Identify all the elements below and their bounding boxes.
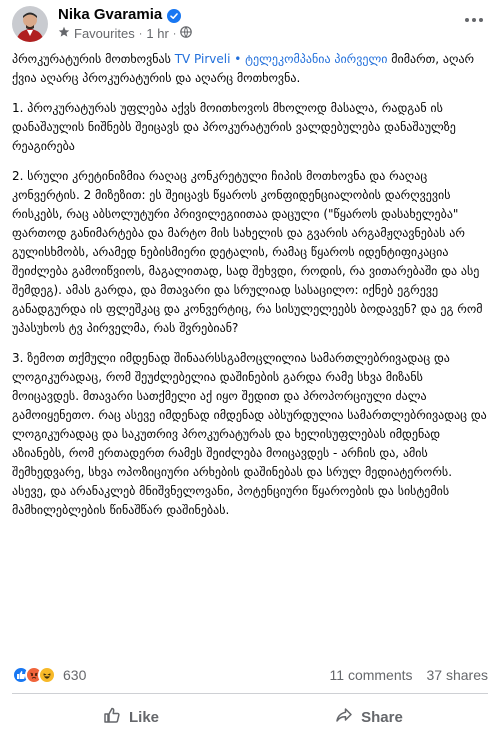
avatar[interactable] <box>12 6 48 42</box>
shares-count[interactable]: 37 shares <box>426 667 488 683</box>
author-name[interactable]: Nika Gvaramia <box>58 6 163 23</box>
post-actions <box>12 698 488 736</box>
reaction-count[interactable]: 630 <box>63 667 87 683</box>
more-options-icon[interactable] <box>460 10 488 30</box>
meta-separator: · <box>172 27 177 40</box>
reactions-row <box>12 664 488 686</box>
divider <box>12 693 488 694</box>
post-text-segment: მიმართ, აღარ ქვია აღარც პროკურატურის და აღარც მოთხოვნა. <box>12 52 475 85</box>
share-label: Share <box>361 708 403 726</box>
page-mention-link[interactable]: TV Pirveli • ტელეკომპანია პირველი <box>174 52 388 66</box>
verified-badge-icon <box>167 8 181 22</box>
reaction-icons[interactable] <box>12 666 51 684</box>
author-line <box>58 6 181 23</box>
post-text-segment: პროკურატურის მოთხოვნას <box>12 52 175 66</box>
post-text-segment: 2. სრული კრეტინიზმია რაღაც კონკრეტული ჩიპის მოთხოვნა და რაღაც კონვერტის. 2 მიზეზით: ეს შეიცავს წყაროს კონფიდენციალობის დარღვევის რისკებს, რაც აბსოლუტური პრივილეგიითაა დაცული ("წყაროს დასახელება" ფართოდ განიმარტება და მარტო მის სახელის და გვარის არგამჟღავნებას არ გულისხმობს, არამედ ნებისმიერი დეტალის, რამაც წყაროს იდენტიფიკაცია შეიძლება გამოიწვიოს, მაგალითად, სად შეხვდი, როდის, რა ვითარებაში და ასე შემდეგ). ამას გარდა, და მთავარი და სრულიად სასაცილო: იქნებ ეგრევე განადგურდა ის ფლეშკაც და კონვერტიც, რა სისულელეებს ბოდავენ? და ეგ რომ უპასუხოს ტვ პირველმა, რას შვრებიან? <box>12 169 483 335</box>
post-meta <box>58 26 192 41</box>
post-paragraph <box>12 50 488 88</box>
audience-label[interactable]: Favourites <box>74 26 135 41</box>
share-button[interactable] <box>250 698 488 736</box>
post-text <box>12 50 488 531</box>
post-paragraph <box>12 167 488 338</box>
share-icon <box>335 706 353 728</box>
globe-icon <box>180 26 192 41</box>
post-header <box>12 4 488 44</box>
comments-count[interactable]: 11 comments <box>329 667 413 683</box>
post-time[interactable]: 1 hr <box>146 26 169 41</box>
post-text-segment: 3. ზემოთ თქმული იმდენად შინაარსსგამოცლილია სამართლებრივადაც და ლოგიკურადაც, რომ შეუძლებელია დაშინების გარდა რამე სხვა მიზანს მოიცავდეს. მთავარი სათქმელი აქ იყო შედით და პროპორციული ძალა გამოიყენეთო. რაც ასევე იმდენად იმდენად აბსურდულია სამართლებრივადაც და ლოგიკურადაც და საკუთრივ პროკურატურას და ხელისუფლებას იმდენად აზიანებს, რომ ერთადერთ რამეს შეიძლება მოიცავდეს - არჩის და, ამის შემხედვარე, სხვა ოპოზიციური არხების დაშინებას და სრულ მედიატერორს. ასევე, და არანაკლებ მნიშვნელოვანი, პოტენციური წყაროების და სისტემის მამხილებლების წინაშწარ დაშინებას. <box>12 351 487 517</box>
meta-separator: · <box>138 27 143 40</box>
post-paragraph <box>12 99 488 156</box>
like-label: Like <box>128 708 159 726</box>
haha-reaction-icon <box>38 666 56 684</box>
like-icon <box>103 706 121 728</box>
star-icon <box>58 26 70 41</box>
engagement-counts <box>330 667 488 683</box>
post-text-segment: 1. პროკურატურას უფლება აქვს მოითხოვოს მხოლოდ მასალა, რადგან ის დანაშაულის ნიშნებს შეიცავს და პროკურატურის ვალდებულება დანაშაულზე რეაგირება <box>12 101 456 153</box>
post-paragraph <box>12 349 488 520</box>
like-button[interactable] <box>12 698 250 736</box>
